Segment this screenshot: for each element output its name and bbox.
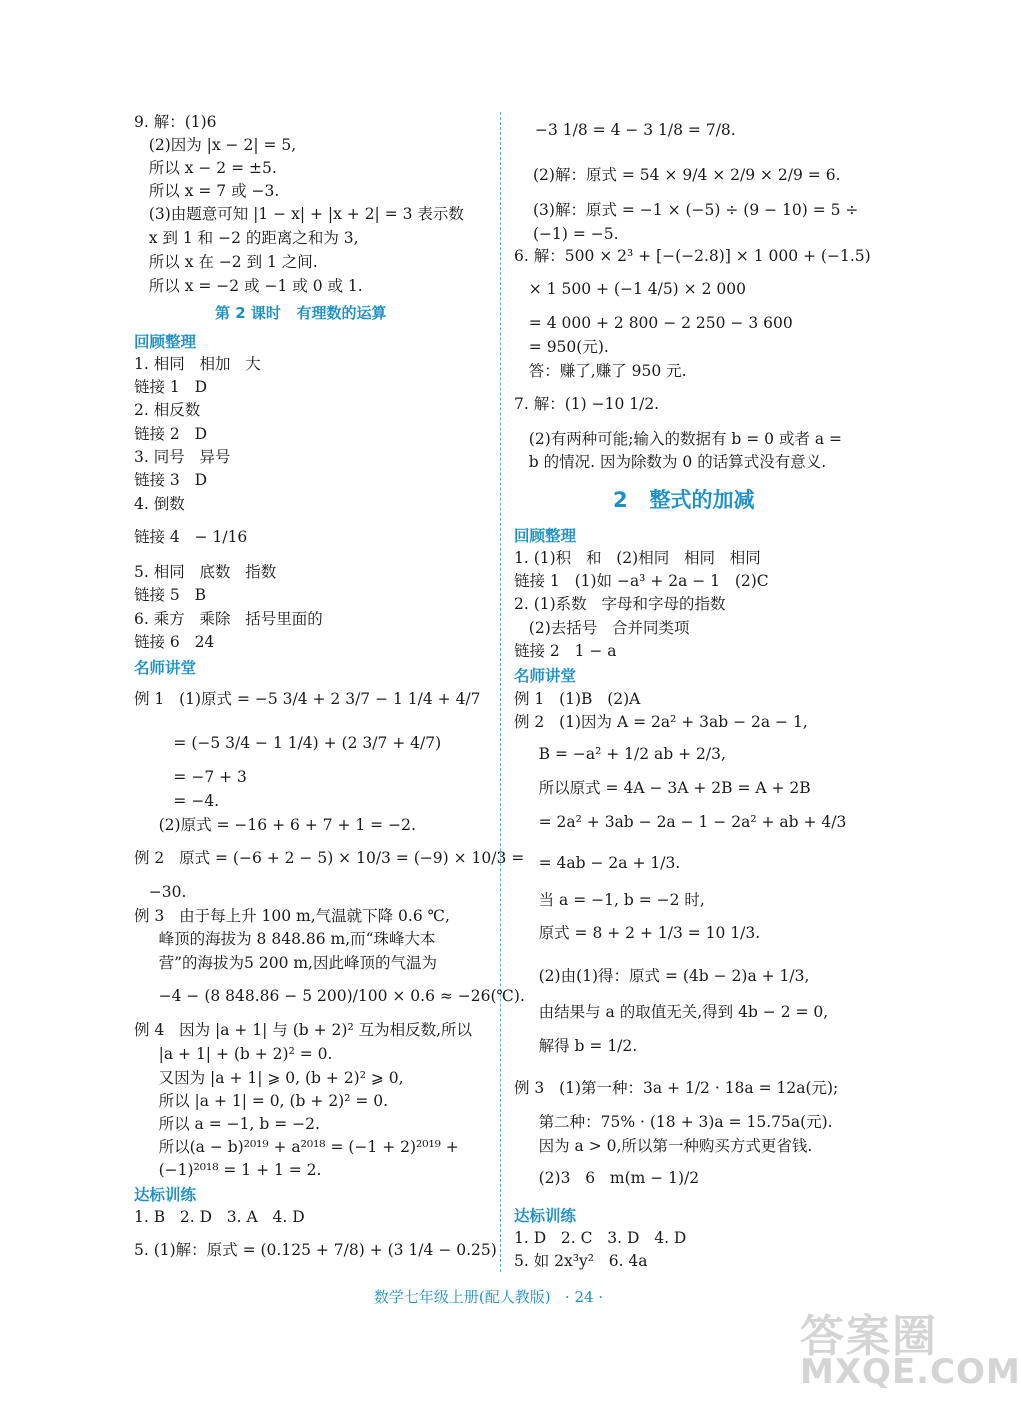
answer-line: (2)因为 |x − 2| = 5,	[134, 136, 297, 154]
answer-line: 7. 解：(1) −10 1/2.	[514, 395, 660, 413]
answer-line: (2)有两种可能;输入的数据有 b = 0 或者 a =	[514, 430, 843, 448]
answer-line: 由结果与 a 的取值无关,得到 4b − 2 = 0,	[514, 1003, 829, 1021]
answer-line: 所以原式 = 4A − 3A + 2B = A + 2B	[514, 779, 811, 797]
section-title: 2 整式的加减	[613, 488, 755, 512]
answer-line: (−1)²⁰¹⁸ = 1 + 1 = 2.	[134, 1161, 322, 1179]
answer-line: 例 3 (1)第一种：3a + 1/2 · 18a = 12a(元);	[514, 1079, 839, 1097]
answer-line: 例 3 由于每上升 100 m,气温就下降 0.6 ℃,	[134, 907, 450, 925]
answer-line: 所以 x 在 −2 到 1 之间.	[134, 253, 318, 271]
answer-line: 链接 1 D	[134, 378, 207, 396]
answer-line: 所以 |a + 1| = 0, (b + 2)² = 0.	[134, 1092, 389, 1110]
answer-line: 原式 = 8 + 2 + 1/3 = 10 1/3.	[514, 924, 761, 942]
answer-line: 峰顶的海拔为 8 848.86 m,而“珠峰大本	[134, 930, 436, 948]
answer-line: (2)去括号 合并同类项	[514, 619, 690, 637]
heading-review: 回顾整理	[514, 527, 577, 545]
heading-practice: 达标训练	[134, 1186, 197, 1204]
heading-lecture: 名师讲堂	[134, 659, 197, 677]
heading-practice: 达标训练	[514, 1207, 577, 1225]
answer-line: 第二种：75% · (18 + 3)a = 15.75a(元).	[514, 1113, 833, 1131]
answer-line: 1. D 2. C 3. D 4. D	[514, 1229, 687, 1247]
answer-line: −3 1/8 = 4 − 3 1/8 = 7/8.	[535, 121, 736, 139]
answer-line: 例 2 (1)因为 A = 2a² + 3ab − 2a − 1,	[514, 713, 808, 731]
watermark-logo	[800, 1300, 1021, 1396]
answer-line: 3. 同号 异号	[134, 448, 231, 466]
answer-line: 1. 相同 相加 大	[134, 355, 261, 373]
answer-line: = (−5 3/4 − 1 1/4) + (2 3/7 + 4/7)	[134, 734, 442, 752]
answer-line: = −4.	[134, 792, 220, 810]
watermark-line-1: 答案圈	[800, 1311, 938, 1362]
answer-line: 1. B 2. D 3. A 4. D	[134, 1208, 305, 1226]
answer-line: 因为 a > 0,所以第一种购买方式更省钱.	[514, 1137, 813, 1155]
answer-line: −4 − (8 848.86 − 5 200)/100 × 0.6 ≈ −26(℃).	[134, 987, 525, 1005]
lesson-title: 第 2 课时 有理数的运算	[215, 304, 387, 322]
answer-line: 又因为 |a + 1| ⩾ 0, (b + 2)² ⩾ 0,	[134, 1069, 404, 1087]
answer-line: 链接 6 24	[134, 633, 215, 651]
answer-line: 例 1 (1)原式 = −5 3/4 + 2 3/7 − 1 1/4 + 4/7	[134, 690, 481, 708]
answer-line: (3)由题意可知 |1 − x| + |x + 2| = 3 表示数	[134, 205, 464, 223]
answer-line: 链接 5 B	[134, 586, 206, 604]
answer-line: 解得 b = 1/2.	[514, 1037, 638, 1055]
answer-line: 5. 相同 底数 指数	[134, 563, 277, 581]
answer-line: 所以 x − 2 = ±5.	[134, 159, 277, 177]
answer-line: = −7 + 3	[134, 768, 247, 786]
answer-line: 1. (1)积 和 (2)相同 相同 相同	[514, 549, 761, 567]
answer-line: 链接 3 D	[134, 471, 207, 489]
heading-lecture: 名师讲堂	[514, 667, 577, 685]
answer-line: 所以(a − b)²⁰¹⁹ + a²⁰¹⁸ = (−1 + 2)²⁰¹⁹ +	[134, 1138, 459, 1156]
answer-line: = 4 000 + 2 800 − 2 250 − 3 600	[514, 314, 793, 332]
answer-line: 5. 如 2x³y² 6. 4a	[514, 1252, 648, 1270]
answer-line: 答：赚了,赚了 950 元.	[514, 362, 687, 380]
answer-line: = 950(元).	[514, 338, 609, 356]
answer-line: 链接 2 D	[134, 425, 207, 443]
answer-line: 4. 倒数	[134, 495, 185, 513]
answer-line: 9. 解：(1)6	[134, 113, 217, 131]
answer-line: 所以 x = 7 或 −3.	[134, 182, 280, 200]
column-divider	[500, 112, 501, 1272]
answer-line: x 到 1 和 −2 的距离之和为 3,	[134, 229, 359, 247]
answer-line: (−1) = −5.	[533, 225, 619, 243]
answer-line: B = −a² + 1/2 ab + 2/3,	[514, 745, 726, 763]
page-footer: 数学七年级上册(配人教版) · 24 ·	[373, 1288, 604, 1306]
answer-line: = 2a² + 3ab − 2a − 1 − 2a² + ab + 4/3	[514, 813, 847, 831]
answer-line: (2)原式 = −16 + 6 + 7 + 1 = −2.	[134, 816, 416, 834]
answer-line: 6. 解：500 × 2³ + [−(−2.8)] × 1 000 + (−1.5)	[514, 247, 871, 265]
answer-line: 营”的海拔为5 200 m,因此峰顶的气温为	[134, 954, 437, 972]
answer-line: 链接 2 1 − a	[514, 642, 617, 660]
answer-line: (2)由(1)得：原式 = (4b − 2)a + 1/3,	[514, 967, 810, 985]
answer-line: (2)解：原式 = 54 × 9/4 × 2/9 × 2/9 = 6.	[533, 166, 841, 184]
answer-line: 2. (1)系数 字母和字母的指数	[514, 595, 726, 613]
answer-line: 所以 x = −2 或 −1 或 0 或 1.	[134, 277, 363, 295]
answer-line: 链接 1 (1)如 −a³ + 2a − 1 (2)C	[514, 572, 769, 590]
answer-line: = 4ab − 2a + 1/3.	[514, 854, 681, 872]
answer-line: b 的情况. 因为除数为 0 的话算式没有意义.	[514, 453, 827, 471]
answer-line: −30.	[134, 883, 187, 901]
answer-line: |a + 1| + (b + 2)² = 0.	[134, 1045, 333, 1063]
answer-line: 链接 4 − 1/16	[134, 528, 248, 546]
answer-line: 当 a = −1, b = −2 时,	[514, 891, 705, 909]
heading-review: 回顾整理	[134, 333, 197, 351]
answer-line: 所以 a = −1, b = −2.	[134, 1115, 320, 1133]
answer-line: 2. 相反数	[134, 401, 201, 419]
answer-line: (2)3 6 m(m − 1)/2	[514, 1169, 700, 1187]
answer-line: 例 4 因为 |a + 1| 与 (b + 2)² 互为相反数,所以	[134, 1021, 473, 1039]
answer-line: (3)解：原式 = −1 × (−5) ÷ (9 − 10) = 5 ÷	[533, 201, 859, 219]
answer-line: 6. 乘方 乘除 括号里面的	[134, 610, 323, 628]
answer-line: 例 2 原式 = (−6 + 2 − 5) × 10/3 = (−9) × 10/3 =	[134, 849, 525, 867]
answer-line: × 1 500 + (−1 4/5) × 2 000	[514, 280, 746, 298]
answer-line: 例 1 (1)B (2)A	[514, 690, 641, 708]
watermark-line-2: MXQE.COM	[800, 1352, 1021, 1392]
answer-line: 5. (1)解：原式 = (0.125 + 7/8) + (3 1/4 − 0.25)	[134, 1241, 497, 1259]
